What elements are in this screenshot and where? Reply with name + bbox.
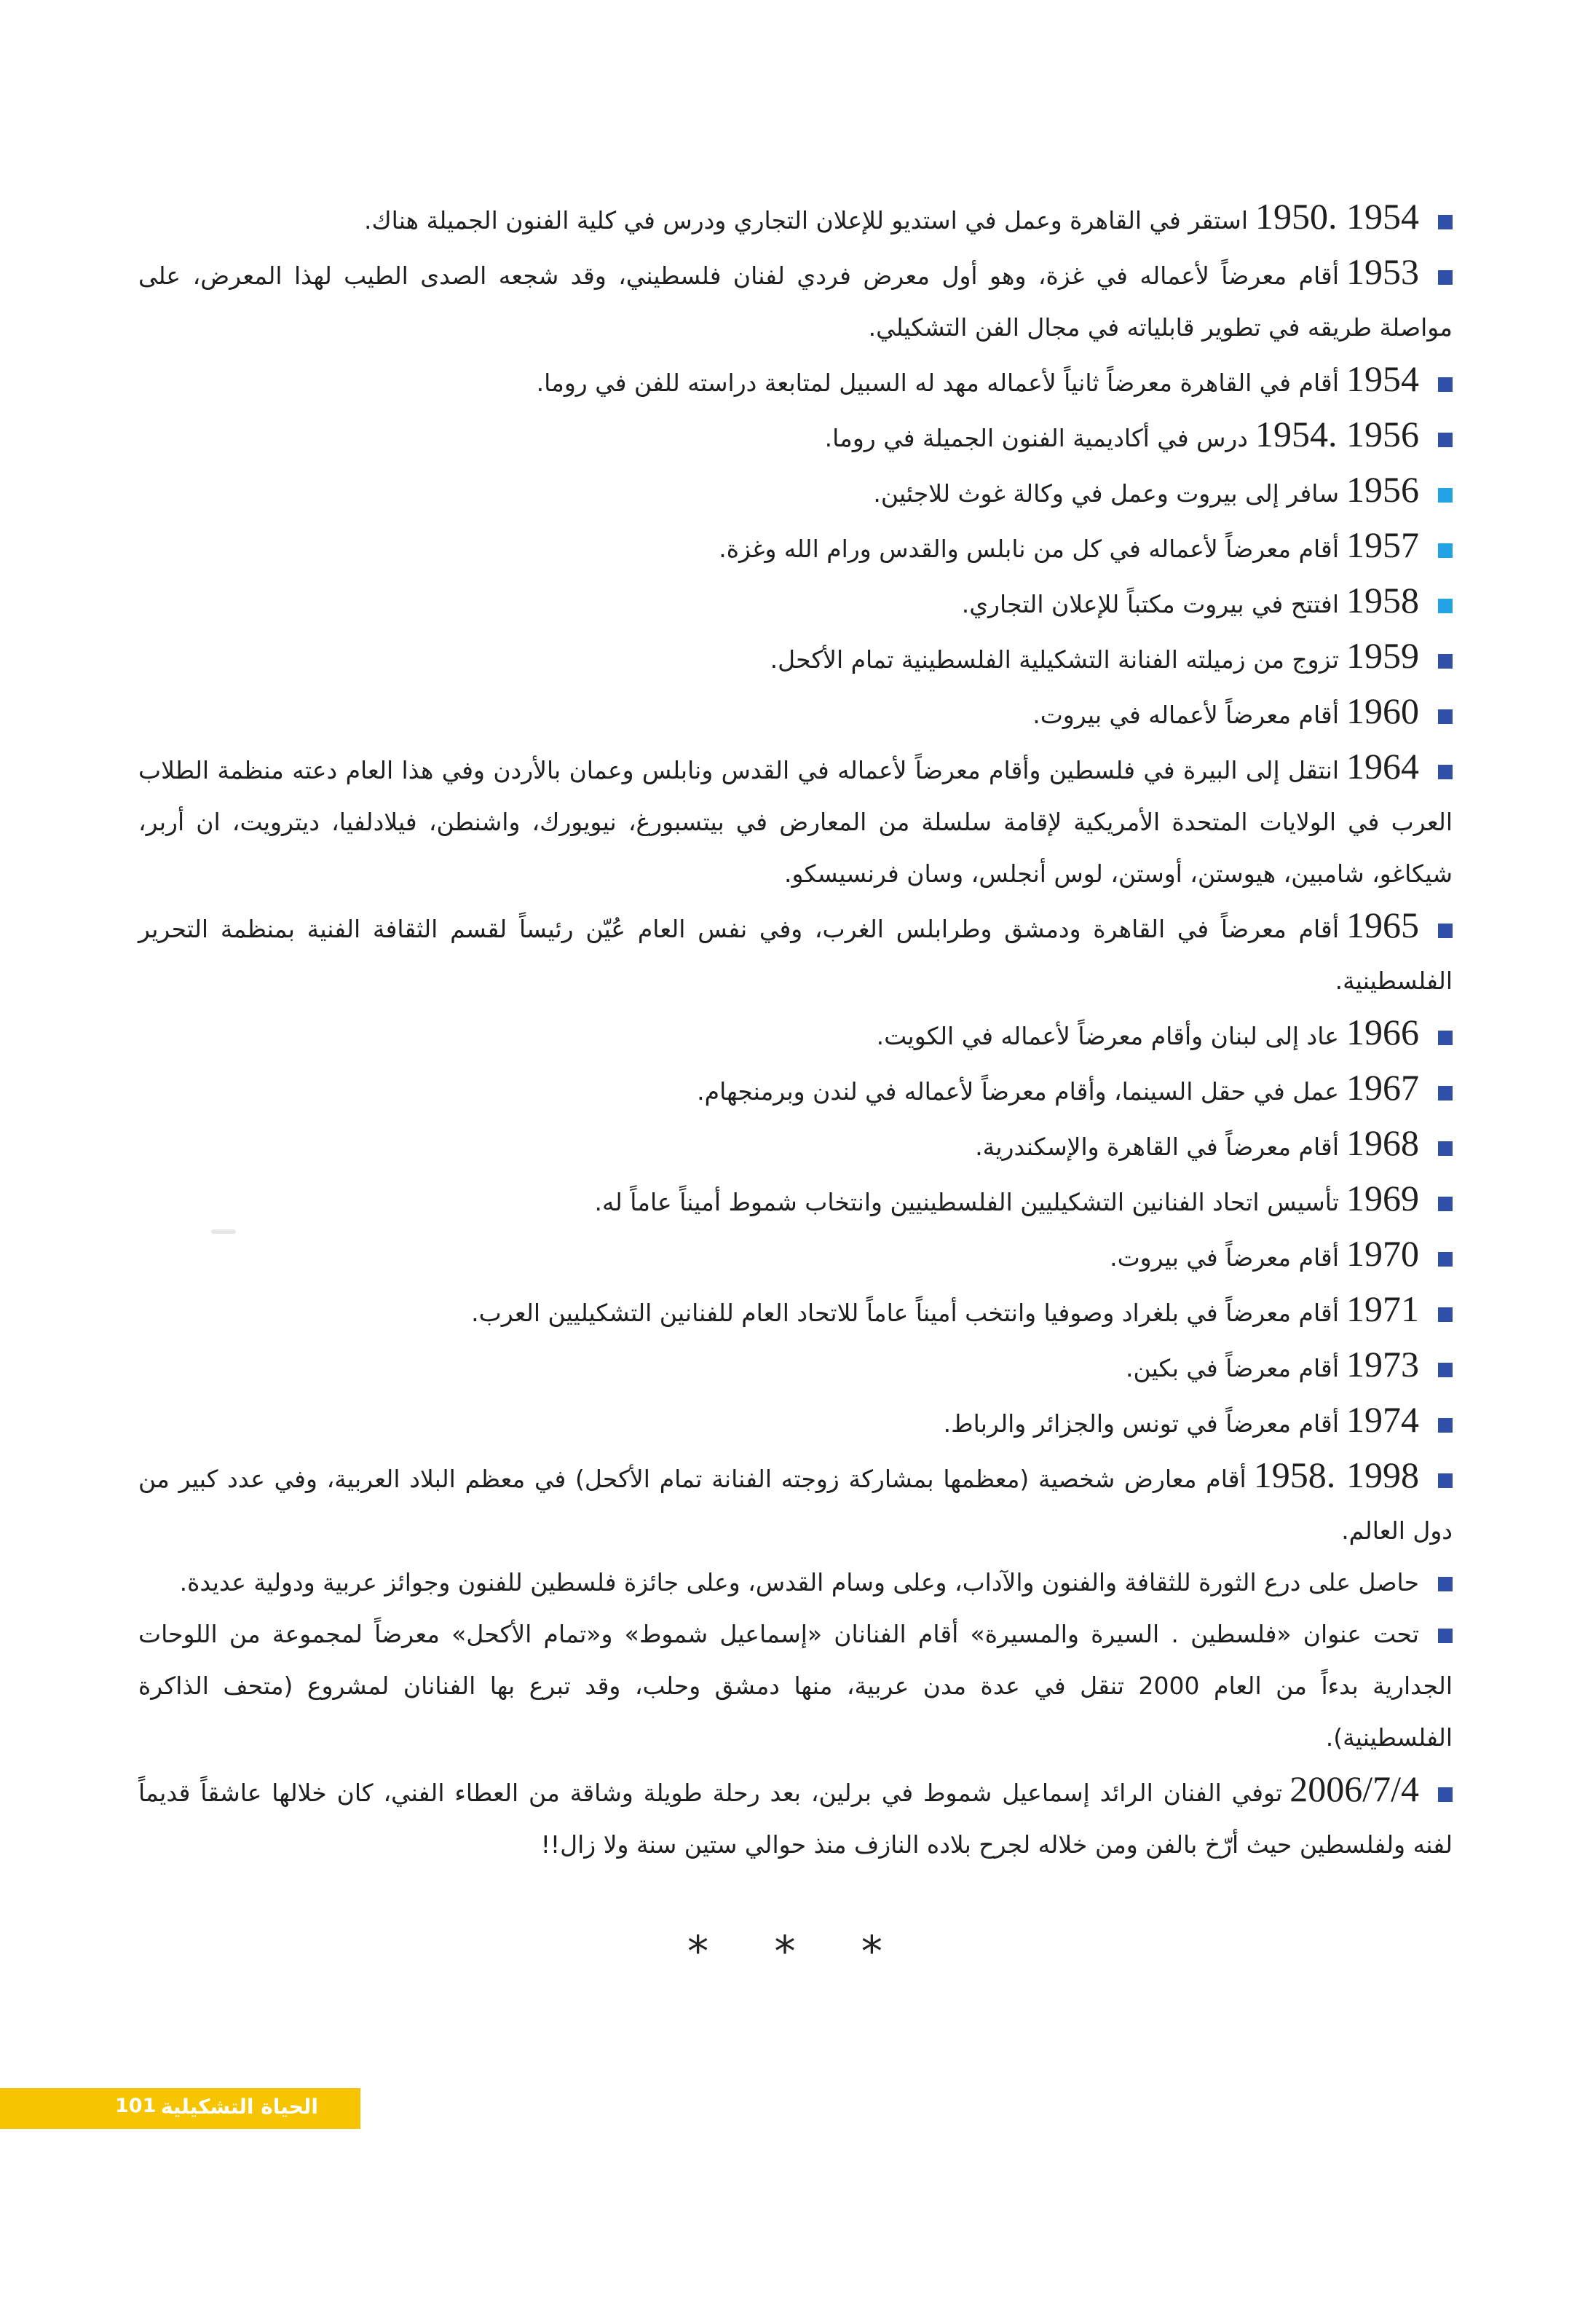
chronology-entry xyxy=(138,630,1453,685)
entry-year: 1974 xyxy=(1346,1399,1419,1440)
chronology-entry xyxy=(138,246,1453,353)
chronology-entry xyxy=(138,1556,1453,1608)
bullet-square-icon xyxy=(1438,1252,1453,1267)
bullet-square-icon xyxy=(1438,1629,1453,1643)
bullet-square-icon xyxy=(1438,377,1453,392)
entry-year: 1958 xyxy=(1346,580,1419,621)
bullet-square-icon xyxy=(1438,433,1453,447)
entry-year: 1971 xyxy=(1346,1288,1419,1329)
chronology-entry xyxy=(138,1117,1453,1173)
bullet-square-icon xyxy=(1438,1197,1453,1211)
entry-year: 1954 .1950 xyxy=(1255,196,1419,237)
page-number: 101 xyxy=(115,2095,157,2117)
bullet-square-icon xyxy=(1438,1787,1453,1802)
entry-text: أقام معرضاً في بكين. xyxy=(1125,1354,1339,1382)
chronology-entry xyxy=(138,409,1453,464)
entry-text: أقام معرضاً في تونس والجزائر والرباط. xyxy=(943,1409,1339,1438)
entry-year: 1968 xyxy=(1346,1122,1419,1163)
entry-text: توفي الفنان الرائد إسماعيل شموط في برلين، بعد رحلة طويلة وشاقة من العطاء الفني، كان خلالها عاشقاً قديماً لفنه ولفلسطين حيث أرّخ بالفن ومن خلاله لجرح بلاده النازف منذ حوالي ستين سنة ولا زال!! xyxy=(138,1779,1453,1859)
entry-text: عاد إلى لبنان وأقام معرضاً لأعماله في الكويت. xyxy=(876,1022,1339,1050)
entry-year: 1998 .1958 xyxy=(1253,1454,1420,1495)
entry-year: 1957 xyxy=(1346,524,1419,565)
entry-year: 1959 xyxy=(1346,635,1419,676)
chronology-entry xyxy=(138,685,1453,741)
entry-text: أقام معرضاً لأعماله في كل من نابلس والقدس ورام الله وغزة. xyxy=(719,535,1339,563)
chronology-entry xyxy=(138,1007,1453,1062)
section-divider: * * * xyxy=(687,1926,909,1976)
chronology-entry xyxy=(138,519,1453,575)
entry-text: انتقل إلى البيرة في فلسطين وأقام معرضاً لأعماله في القدس ونابلس وعمان بالأردن وفي هذا العام دعته منظمة الطلاب العرب في الولايات المتحدة الأمريكية لإقامة سلسلة من المعارض في بيتسبورغ، نيويورك، واشنطن، فيلادلفيا، ديترويت، ان أربر، شيكاغو، شامبين، هيوستن، أوستن، لوس أنجلس، وسان فرنسيسكو. xyxy=(138,756,1453,888)
chronology-entry xyxy=(138,1608,1453,1763)
bullet-square-icon xyxy=(1438,543,1453,558)
chronology-entry xyxy=(138,899,1453,1007)
entry-text: استقر في القاهرة وعمل في استديو للإعلان التجاري ودرس في كلية الفنون الجميلة هناك. xyxy=(363,206,1248,235)
chronology-entry xyxy=(138,1062,1453,1117)
entry-text: أقام معرضاً في بلغراد وصوفيا وانتخب أميناً عاماً للاتحاد العام للفنانين التشكيليين العرب. xyxy=(471,1299,1339,1327)
chronology-entry xyxy=(138,1449,1453,1556)
footer-magazine-title: الحياة التشكيلية xyxy=(160,2095,318,2119)
bullet-square-icon xyxy=(1438,488,1453,503)
chronology-entry xyxy=(138,353,1453,409)
entry-year: 1960 xyxy=(1346,690,1419,731)
bullet-square-icon xyxy=(1438,709,1453,724)
chronology-entry xyxy=(138,1228,1453,1283)
entry-year: 1965 xyxy=(1346,905,1419,945)
bullet-square-icon xyxy=(1438,270,1453,285)
bullet-square-icon xyxy=(1438,1473,1453,1488)
entry-year: 2006/7/4 xyxy=(1289,1768,1419,1809)
entry-text: درس في أكاديمية الفنون الجميلة في روما. xyxy=(824,424,1248,452)
entry-text: أقام معرضاً لأعماله في بيروت. xyxy=(1032,701,1339,729)
entry-year: 1954 xyxy=(1346,358,1419,399)
chronology-entry xyxy=(138,1394,1453,1449)
entry-year: 1973 xyxy=(1346,1344,1419,1385)
entry-text: عمل في حقل السينما، وأقام معرضاً لأعماله في لندن وبرمنجهام. xyxy=(697,1077,1339,1106)
footer-bar xyxy=(0,2088,360,2129)
chronology-entry xyxy=(138,575,1453,630)
entry-text: حاصل على درع الثورة للثقافة والفنون والآداب، وعلى وسام القدس، وعلى جائزة فلسطين للفنون وجوائز عربية ودولية عديدة. xyxy=(179,1568,1419,1596)
entry-text: سافر إلى بيروت وعمل في وكالة غوث للاجئين. xyxy=(873,479,1339,508)
entry-text: أقام معرضاً لأعماله في غزة، وهو أول معرض فردي لفنان فلسطيني، وقد شجعه الصدى الطيب لهذا المعرض، على مواصلة طريقه في تطوير قابلياته في مجال الفن التشكيلي. xyxy=(138,261,1453,342)
bullet-square-icon xyxy=(1438,1363,1453,1377)
entry-year: 1956 .1954 xyxy=(1255,414,1419,454)
bullet-square-icon xyxy=(1438,1418,1453,1433)
bullet-square-icon xyxy=(1438,1141,1453,1156)
chronology-entry xyxy=(138,1763,1453,1870)
chronology-entry xyxy=(138,741,1453,899)
bullet-square-icon xyxy=(1438,1086,1453,1101)
scan-speck xyxy=(211,1229,236,1234)
chronology-entry xyxy=(138,464,1453,519)
bullet-square-icon xyxy=(1438,654,1453,669)
chronology-list xyxy=(138,191,1453,1870)
entry-text: افتتح في بيروت مكتباً للإعلان التجاري. xyxy=(961,590,1339,618)
entry-year: 1953 xyxy=(1346,251,1419,292)
entry-year: 1967 xyxy=(1346,1067,1419,1108)
chronology-entry xyxy=(138,1173,1453,1228)
bullet-square-icon xyxy=(1438,924,1453,938)
entry-year: 1966 xyxy=(1346,1012,1419,1052)
entry-year: 1970 xyxy=(1346,1233,1419,1274)
entry-year: 1956 xyxy=(1346,469,1419,510)
entry-year: 1964 xyxy=(1346,746,1419,787)
entry-text: تزوج من زميلته الفنانة التشكيلية الفلسطينية تمام الأكحل. xyxy=(770,645,1339,674)
bullet-square-icon xyxy=(1438,1307,1453,1322)
entry-text: أقام في القاهرة معرضاً ثانياً لأعماله مهد له السبيل لمتابعة دراسته للفن في روما. xyxy=(536,369,1339,397)
bullet-square-icon xyxy=(1438,215,1453,229)
entry-text: تحت عنوان «فلسطين . السيرة والمسيرة» أقام الفنانان «إسماعيل شموط» و«تمام الأكحل» معرضاً لمجموعة من اللوحات الجدارية بدءاً من العام 2000 تنقل في عدة مدن عربية، منها دمشق وحلب، وقد تبرع بها الفنانان لمشروع (متحف الذاكرة الفلسطينية). xyxy=(138,1620,1453,1752)
bullet-square-icon xyxy=(1438,1031,1453,1045)
entry-text: أقام معرضاً في بيروت. xyxy=(1110,1243,1339,1272)
entry-text: أقام معرضاً في القاهرة ودمشق وطرابلس الغرب، وفي نفس العام عُيّن رئيساً لقسم الثقافة الفنية بمنظمة التحرير الفلسطينية. xyxy=(138,915,1453,995)
entry-text: أقام معرضاً في القاهرة والإسكندرية. xyxy=(975,1133,1339,1161)
chronology-entry xyxy=(138,191,1453,246)
bullet-square-icon xyxy=(1438,765,1453,779)
bullet-square-icon xyxy=(1438,1577,1453,1591)
bullet-square-icon xyxy=(1438,599,1453,613)
entry-text: تأسيس اتحاد الفنانين التشكيليين الفلسطينيين وانتخاب شموط أميناً عاماً له. xyxy=(594,1188,1339,1216)
chronology-entry xyxy=(138,1339,1453,1394)
entry-text: أقام معارض شخصية (معظمها بمشاركة زوجته الفنانة تمام الأكحل) في معظم البلاد العربية، وفي عدد كبير من دول العالم. xyxy=(138,1465,1453,1545)
chronology-entry xyxy=(138,1283,1453,1339)
entry-year: 1969 xyxy=(1346,1178,1419,1218)
